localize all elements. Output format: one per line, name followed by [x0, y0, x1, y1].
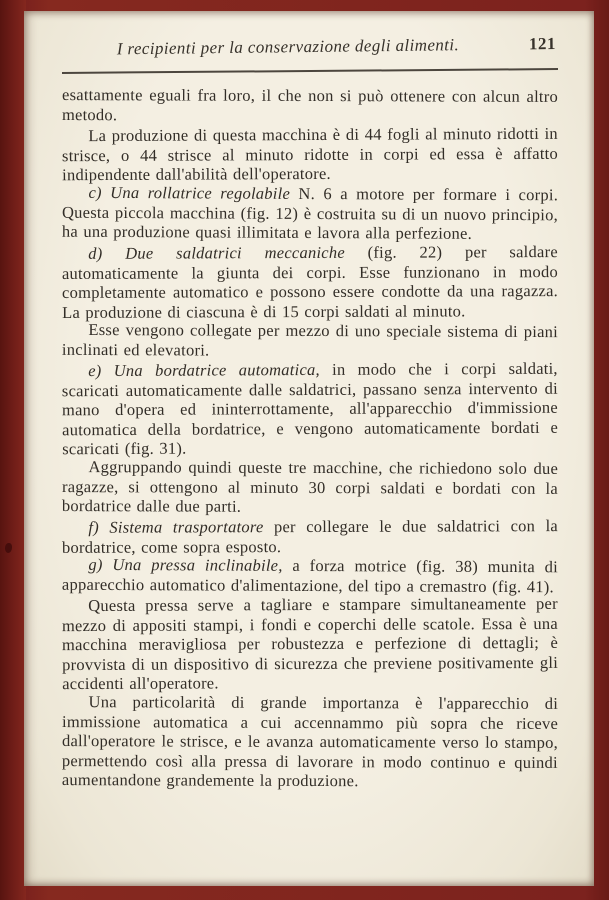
paragraph-lead: e) Una bordatrice automatica,	[88, 360, 320, 381]
paragraph-text: esattamente eguali fra loro, il che non si può ottenere con alcun altro metodo.	[61, 85, 559, 124]
paragraph-text: Aggruppando quindi queste tre macchine, che richiedono solo due ragazze, si ottengono al minuto 30 corpi saldati e bordati con la bordatrice dalle due parti.	[61, 457, 559, 517]
paragraph	[62, 320, 558, 361]
paragraph-text: La produzione di questa macchina è di 44 fogli al minuto ridotti in strisce, o 44 strisce al minuto ridotte in corpi ed essa è affatto indipendente dall'abilità dell'operatore.	[61, 123, 559, 185]
paragraph	[62, 85, 558, 126]
header-rule	[62, 68, 558, 74]
paragraph-lead: d) Due saldatrici meccaniche	[88, 242, 345, 263]
paragraph	[62, 692, 558, 792]
page-number: 121	[528, 33, 557, 54]
book-cover-gutter	[0, 0, 26, 900]
paragraph-text: a forza motrice (fig. 38) munita di apparecchio automatico d'alimentazione, del tipo a cremastro (fig. 41).	[61, 556, 559, 597]
paragraph-lead: f) Sistema trasportatore	[88, 517, 264, 537]
paragraph	[62, 516, 558, 557]
paragraph-text: N. 6 a motore per formare i corpi. Questa piccola macchina (fig. 12) è costruita su di un nuovo principio, ha una produzione quasi illimitata e lavora alla perfezione.	[61, 183, 559, 244]
paragraph-text: Una particolarità di grande importanza è l'apparecchio di immissione automatica a cui accennammo più sopra che riceve dall'operatore le strisce, e le avanza automaticamente verso lo stampo, permettendo così alla pressa di lavorare in modo continuo e quindi aumentandone grandemente la produzione.	[61, 692, 559, 791]
paragraph	[62, 555, 558, 597]
book-page	[24, 11, 594, 886]
running-header	[62, 34, 558, 66]
paragraph	[62, 594, 558, 694]
paragraph-text: per collegare le due saldatrici con la bordatrice, come sopra esposto.	[62, 516, 559, 557]
running-title: I recipienti per la conservazione degli alimenti.	[116, 35, 460, 59]
paragraph	[62, 242, 558, 322]
paragraph-lead: g) Una pressa inclinabile,	[88, 555, 283, 576]
paragraph	[62, 457, 558, 518]
paragraph-text: Questa pressa serve a tagliare e stampare simultaneamente per mezzo di appositi stampi, i fondi e coperchi delle scatole. Essa è una macchina meravigliosa per robustezza e perfezione di dettagli; è provvista di un dispositivo di sicurezza che previene positivamente gli accidenti all'operatore.	[61, 594, 559, 694]
paragraph-text: in modo che i corpi saldati, scaricati automaticamente dalle saldatrici, passano senza intervento di mano d'opera ed ininterrottamente, all'apparecchio d'immissione automatica della bordatrice, e vengono automaticamente bordati e scaricati (fig. 31).	[61, 359, 559, 459]
paragraph-lead: c) Una rollatrice regolabile	[88, 182, 291, 203]
paragraph-text: Esse vengono collegate per mezzo di uno speciale sistema di piani inclinati ed elevatori.	[61, 320, 559, 360]
paragraph	[62, 359, 559, 460]
paragraph-text: (fig. 22) per saldare automaticamente la giunta dei corpi. Esse funzionano in modo completamente automatico e possono essere condotte da una ragazza. La produzione di ciascuna è di 15 corpi saldati al minuto.	[61, 241, 559, 322]
page-body-text	[62, 86, 558, 791]
paragraph	[62, 124, 558, 185]
paragraph	[62, 183, 558, 244]
